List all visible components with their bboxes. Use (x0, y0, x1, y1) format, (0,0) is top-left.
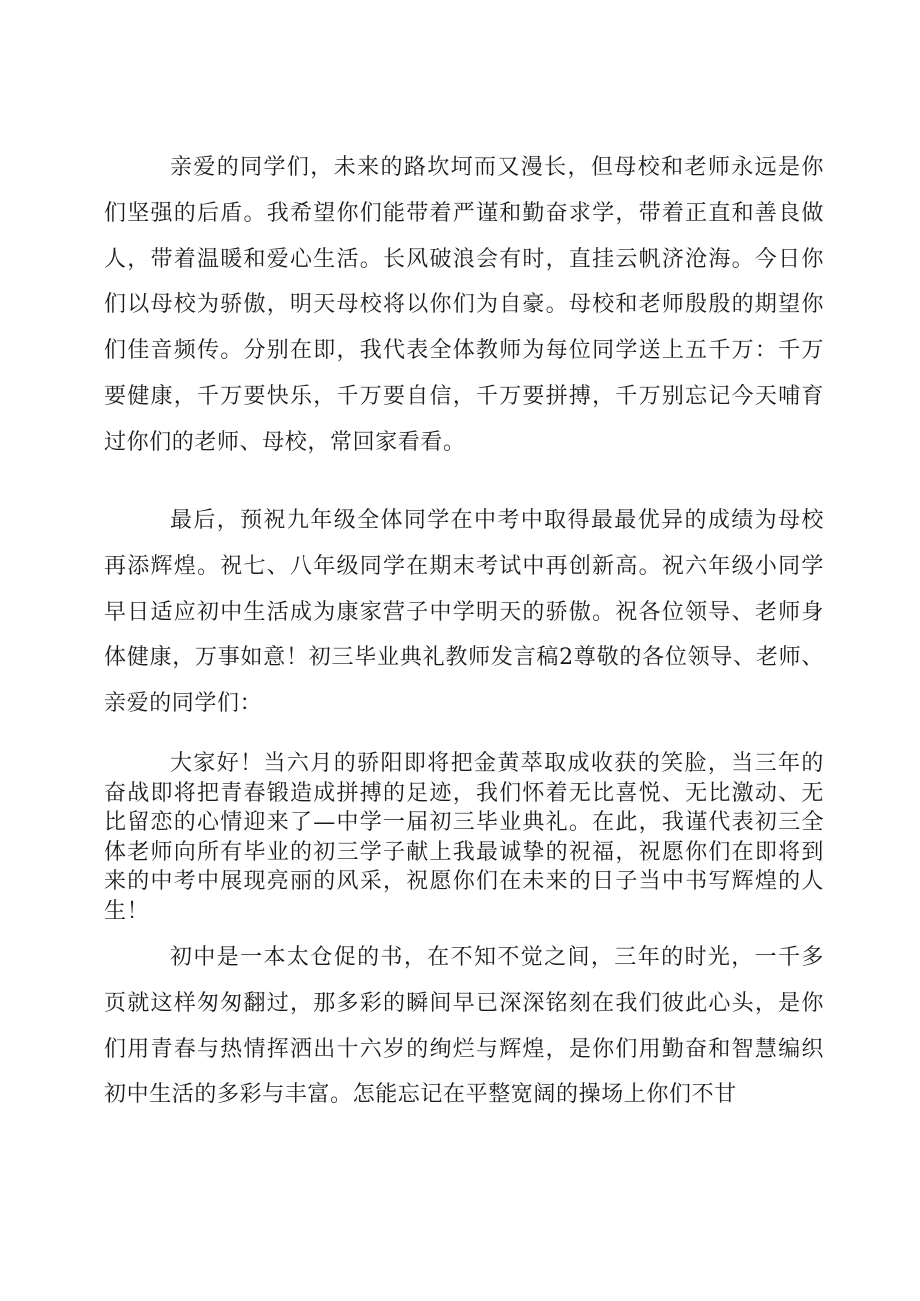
paragraph-closing-wishes: 亲爱的同学们，未来的路坎坷而又漫长，但母校和老师永远是你们坚强的后盾。我希望你们能带着严谨和勤奋求学，带着正直和善良做人，带着温暖和爱心生活。长风破浪会有时，直挂云帆济沧海。今日你们以母校为骄傲，明天母校将以你们为自豪。母校和老师殷殷的期望你们佳音频传。分别在即，我代表全体教师为每位同学送上五千万：千万要健康，千万要快乐，千万要自信，千万要拼搏，千万别忘记今天哺育过你们的老师、母校，常回家看看。 (104, 155, 824, 455)
paragraph-greeting: 大家好！当六月的骄阳即将把金黄萃取成收获的笑脸，当三年的奋战即将把青春锻造成拼搏的足迹，我们怀着无比喜悦、无比激动、无比留恋的心情迎来了—中学一届初三毕业典礼。在此，我谨代表初三全体老师向所有毕业的初三学子献上我最诚挚的祝福，祝愿你们在即将到来的中考中展现亮丽的风采，祝愿你们在未来的日子当中书写辉煌的人生！ (104, 751, 824, 924)
paragraph-final-blessings: 最后，预祝九年级全体同学在中考中取得最最优异的成绩为母校再添辉煌。祝七、八年级同学在期末考试中再创新高。祝六年级小同学早日适应初中生活成为康家营子中学明天的骄傲。祝各位领导、老师身体健康，万事如意！初三毕业典礼教师发言稿2尊敬的各位领导、老师、亲爱的同学们： (104, 508, 824, 717)
paragraph-memories: 初中是一本太仓促的书，在不知不觉之间，三年的时光，一千多页就这样匆匆翻过，那多彩的瞬间早已深深铭刻在我们彼此心头，是你们用青春与热情挥洒出十六岁的绚烂与辉煌，是你们用勤奋和智慧编织初中生活的多彩与丰富。怎能忘记在平整宽阔的操场上你们不甘 (104, 945, 824, 1108)
